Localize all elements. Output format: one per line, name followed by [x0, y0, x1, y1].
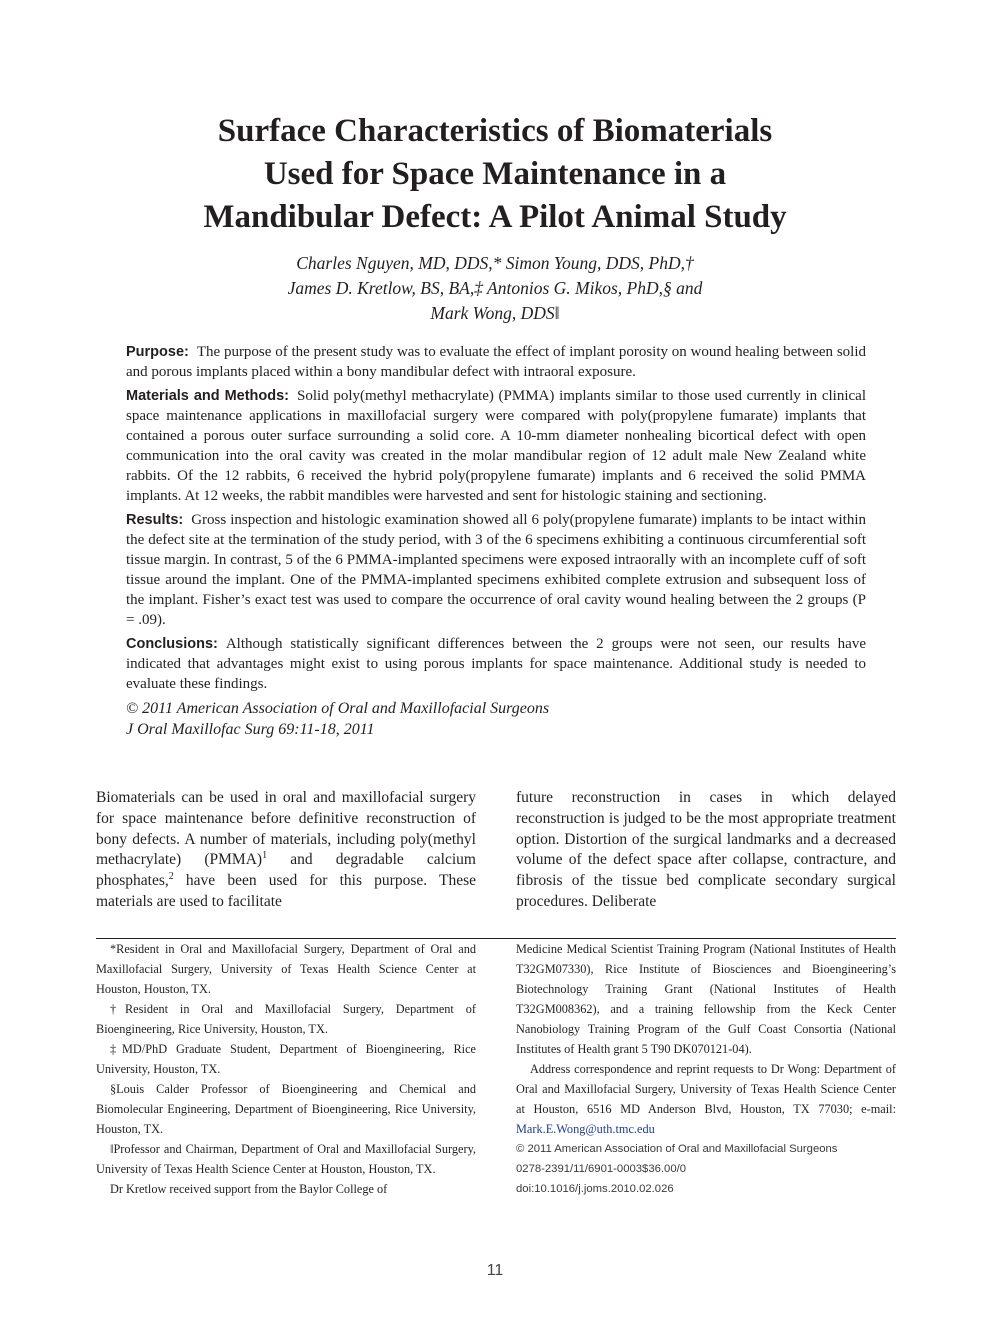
- reference-link[interactable]: 1: [262, 850, 268, 862]
- methods-text: Solid poly(methyl methacrylate) (PMMA) implants similar to those used currently in clinical space maintenance applications in maxillofacial surgery were compared with poly(propylene fumarate) implants that contained a porous outer surface surrounding a solid core. A 10-mm diameter nonhealing bicortical defect with open communication into the oral cavity was created in the molar mandibular region of 12 adult male New Zealand white rabbits. Of the 12 rabbits, 6 received the hybrid poly(propylene fumarate) implants and 6 received the solid PMMA implants. At 12 weeks, the rabbit mandibles were harvested and sent for histologic staining and sectioning.: [126, 388, 866, 504]
- article-title: [100, 110, 890, 239]
- footnote: †Resident in Oral and Maxillofacial Surgery, Department of Bioengineering, Rice University, Houston, TX.: [96, 1002, 476, 1036]
- footnote: *Resident in Oral and Maxillofacial Surgery, Department of Oral and Maxillofacial Surgery, University of Texas Health Science Center at Houston, Houston, TX.: [96, 942, 476, 996]
- footnote: Dr Kretlow received support from the Baylor College of: [110, 1182, 388, 1196]
- footnote: ‡MD/PhD Graduate Student, Department of Bioengineering, Rice University, Houston, TX.: [96, 1042, 476, 1076]
- footnote-address: [516, 1059, 896, 1139]
- title-line: Used for Space Maintenance in a: [263, 156, 727, 192]
- abstract-purpose: [126, 342, 866, 382]
- footnote-copyright: © 2011 American Association of Oral and Maxillofacial Surgeons: [516, 1143, 838, 1155]
- page-number: 11: [486, 1262, 504, 1279]
- conclusions-label: Conclusions:: [126, 636, 218, 652]
- body-paragraph: future reconstruction in cases in which delayed reconstruction is judged to be the most appropriate treatment option. Distortion of the surgical landmarks and a decreased volume of the defect space after collapse, contracture, and fibrosis of the tissue bed complicate secondary surgical procedures. Deliberate: [516, 789, 896, 910]
- results-text: Gross inspection and histologic examination showed all 6 poly(propylene fumarate) implants to be intact within the defect site at the termination of the study period, with 3 of the 6 specimens exhibiting a continuous circumferential soft tissue margin. In contrast, 5 of the 6 PMMA-implanted specimens were exposed intraorally with an incomplete cuff of soft tissue around the implant. One of the PMMA-implanted specimens exhibited complete extrusion and subsequent loss of the implant. Fisher’s exact test was used to compare the occurrence of oral cavity wound healing between the 2 groups (P = .09).: [126, 512, 866, 628]
- email-link[interactable]: Mark.E.Wong@uth.tmc.edu: [516, 1122, 655, 1136]
- journal-citation: J Oral Maxillofac Surg 69:11-18, 2011: [126, 721, 375, 738]
- issn: 0278-2391/11/6901-0003$36.00/0: [516, 1163, 687, 1175]
- methods-label: Materials and Methods:: [126, 388, 290, 404]
- author-list: [100, 251, 890, 326]
- results-label: Results:: [126, 512, 184, 528]
- footnote-funding: Medicine Medical Scientist Training Program (National Institutes of Health T32GM07330), Rice Institute of Biosciences and Bioengineering’s Biotechnology Training Grant (National Institutes of Health T32GM008362), and a training fellowship from the Keck Center Nanobiology Training Program of the Gulf Coast Consortia (National Institutes of Health grant 5 T90 DK070121-04).: [516, 942, 896, 1056]
- address-text: Address correspondence and reprint requests to Dr Wong: Department of Oral and Maxillofacial Surgery, University of Texas Health Science Center at Houston, 6516 MD Anderson Blvd, Houston, TX 77030; e-mail:: [516, 1062, 896, 1116]
- author-line: James D. Kretlow, BS, BA,‡ Antonios G. Mikos, PhD,§ and: [287, 278, 703, 298]
- body-text: and degradable calcium phosphates,: [96, 851, 476, 890]
- abstract: [126, 342, 866, 740]
- footnote: §Louis Calder Professor of Bioengineering and Chemical and Biomolecular Engineering, Department of Bioengineering, Rice University, Houston, TX.: [96, 1082, 476, 1136]
- reference-link[interactable]: 2: [168, 871, 174, 883]
- doi-link[interactable]: doi:10.1016/j.joms.2010.02.026: [516, 1183, 674, 1195]
- author-line: Mark Wong, DDS‖: [430, 303, 560, 323]
- body-text: have been used for this purpose. These materials are used to facilitate: [96, 872, 476, 910]
- abstract-copyright: © 2011 American Association of Oral and Maxillofacial Surgeons: [126, 700, 550, 717]
- purpose-text: The purpose of the present study was to evaluate the effect of implant porosity on wound healing between solid and porous implants placed within a bony mandibular defect with intraoral exposure.: [126, 344, 866, 380]
- abstract-methods: [126, 386, 866, 506]
- body-paragraph: [96, 788, 476, 913]
- author-line: Charles Nguyen, MD, DDS,* Simon Young, DDS, PhD,†: [296, 253, 694, 273]
- body-text: Biomaterials can be used in oral and maxillofacial surgery for space maintenance before definitive reconstruction of bony defects. A number of materials, including poly(methyl methacrylate) (PMMA): [96, 789, 476, 869]
- body-column-right: [516, 788, 896, 913]
- title-line: Mandibular Defect: A Pilot Animal Study: [203, 199, 787, 235]
- abstract-conclusions: [126, 634, 866, 694]
- conclusions-text: Although statistically significant differences between the 2 groups were not seen, our results have indicated that advantages might exist to using porous implants for space maintenance. Additional study is needed to evaluate these findings.: [126, 636, 866, 692]
- footnote: ‖Professor and Chairman, Department of Oral and Maxillofacial Surgery, University of Texas Health Science Center at Houston, Houston, TX.: [96, 1142, 476, 1176]
- title-line: Surface Characteristics of Biomaterials: [217, 113, 773, 149]
- body-column-left: [96, 788, 476, 913]
- footnotes-left: [96, 939, 476, 1199]
- purpose-label: Purpose:: [126, 344, 189, 360]
- abstract-results: [126, 510, 866, 630]
- footnotes-right: [516, 939, 896, 1199]
